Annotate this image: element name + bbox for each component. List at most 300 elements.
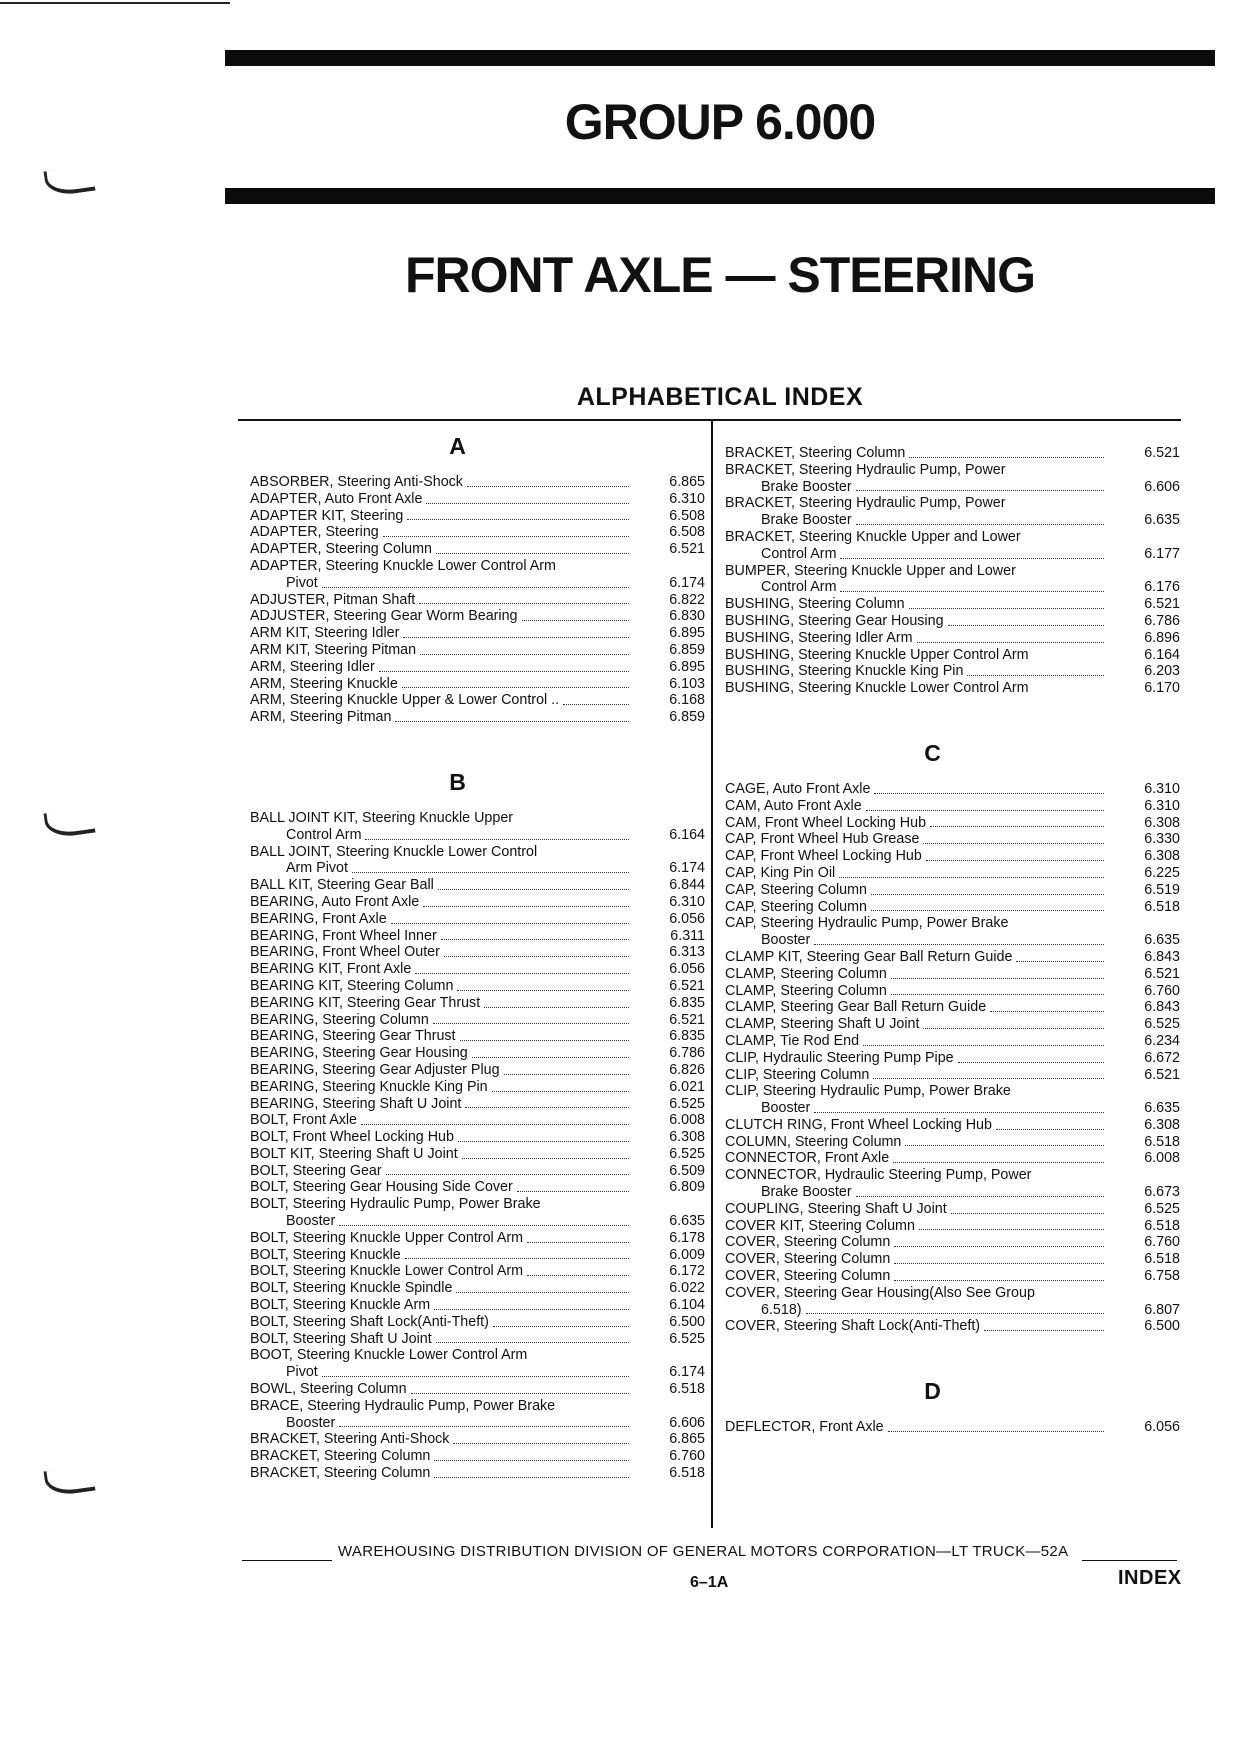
dot-leader [814, 944, 1104, 945]
index-entry [725, 680, 1180, 697]
entry-name: CLAMP, Steering Column [725, 965, 887, 982]
dot-leader [407, 519, 629, 520]
entry-name: CAM, Auto Front Axle [725, 797, 862, 814]
index-entry [250, 1331, 705, 1348]
dot-leader [856, 524, 1104, 525]
entry-page-ref: 6.168 [669, 692, 705, 709]
dot-leader [888, 1431, 1104, 1432]
index-column-left [250, 430, 705, 1482]
group-title: GROUP 6.000 [564, 94, 876, 150]
index-entry [250, 558, 705, 592]
index-entry [725, 462, 1180, 496]
entry-page-ref: 6.308 [1144, 848, 1180, 865]
dot-leader [948, 625, 1104, 626]
index-title: ALPHABETICAL INDEX [576, 383, 864, 411]
dot-leader [894, 1263, 1104, 1264]
index-entry [725, 865, 1180, 882]
index-entry [725, 1419, 1180, 1436]
entry-name: CLAMP, Tie Rod End [725, 1032, 860, 1049]
index-entry [250, 961, 705, 978]
entry-page-ref: 6.673 [1144, 1184, 1180, 1201]
index-entry [250, 810, 705, 844]
entry-page-ref: 6.521 [1144, 596, 1180, 613]
index-entry [250, 1398, 705, 1432]
dot-leader [930, 826, 1104, 827]
header-bar-bottom [225, 188, 1215, 204]
entry-name-continued: Booster [761, 1100, 811, 1117]
dot-leader [411, 1393, 629, 1394]
dot-leader [905, 1145, 1104, 1146]
entry-name: BUSHING, Steering Idler Arm [725, 629, 913, 646]
entry-name: CLAMP, Steering Column [725, 982, 887, 999]
index-entry [725, 1117, 1180, 1134]
index-entry [725, 899, 1180, 916]
dot-leader [441, 939, 629, 940]
entry-page-ref: 6.203 [1144, 663, 1180, 680]
dot-leader [923, 1028, 1104, 1029]
dot-leader [967, 675, 1104, 676]
entry-page-ref: 6.895 [669, 625, 705, 642]
dot-leader [951, 1213, 1104, 1214]
dot-leader [365, 839, 629, 840]
entry-name: BUSHING, Steering Knuckle Upper Control Arm [725, 646, 1029, 663]
dot-leader [894, 1246, 1104, 1247]
entry-page-ref: 6.518 [1144, 898, 1180, 915]
index-entry [725, 798, 1180, 815]
index-entry [725, 613, 1180, 630]
entry-name: BUMPER, Steering Knuckle Upper and Lower [725, 562, 1016, 579]
index-entry [250, 1431, 705, 1448]
dot-leader [438, 889, 629, 890]
index-entry [725, 882, 1180, 899]
entry-page-ref: 6.807 [1144, 1301, 1180, 1318]
index-entry [250, 877, 705, 894]
entry-page-ref: 6.310 [1144, 780, 1180, 797]
entry-page-ref: 6.310 [669, 893, 705, 910]
entry-page-ref: 6.519 [1144, 881, 1180, 898]
entry-name: CAM, Front Wheel Locking Hub [725, 814, 927, 831]
entry-name-continued: Pivot [286, 574, 318, 591]
entry-page-ref: 6.859 [669, 641, 705, 658]
index-entry [725, 495, 1180, 529]
entry-page-ref: 6.835 [669, 1028, 705, 1045]
entry-name: BUSHING, Steering Knuckle Lower Control Arm [725, 680, 1029, 697]
index-entry [725, 1285, 1180, 1319]
entry-page-ref: 6.635 [1144, 1100, 1180, 1117]
index-entry [725, 1150, 1180, 1167]
entry-name: ADAPTER, Auto Front Axle [250, 490, 423, 507]
index-entry [250, 474, 705, 491]
section-letter: C [924, 739, 941, 766]
entry-name: ARM, Steering Knuckle Upper & Lower Control .. [250, 692, 560, 709]
entry-page-ref: 6.809 [669, 1179, 705, 1196]
entry-page-ref: 6.172 [669, 1263, 705, 1280]
entry-name: CONNECTOR, Front Axle [725, 1150, 890, 1167]
dot-leader [386, 1174, 629, 1175]
section-letter: A [449, 433, 466, 459]
entry-name-continued: Brake Booster [761, 1184, 852, 1201]
dot-leader [339, 1426, 629, 1427]
index-entry [250, 978, 705, 995]
entry-name: ARM KIT, Steering Pitman [250, 641, 417, 658]
entry-name: CLUTCH RING, Front Wheel Locking Hub [725, 1116, 992, 1133]
dot-leader [522, 620, 630, 621]
entry-page-ref: 6.830 [669, 608, 705, 625]
index-entry [725, 1016, 1180, 1033]
entry-page-ref: 6.525 [1144, 1016, 1180, 1033]
entry-page-ref: 6.521 [1144, 965, 1180, 982]
entry-page-ref: 6.760 [669, 1448, 705, 1465]
entry-name: CLIP, Steering Hydraulic Pump, Power Brake [725, 1083, 1011, 1100]
index-entry [725, 966, 1180, 983]
entry-name: BRACKET, Steering Column [250, 1448, 431, 1465]
dot-leader [456, 1292, 629, 1293]
dot-leader [405, 1258, 629, 1259]
entry-name: CLIP, Hydraulic Steering Pump Pipe [725, 1049, 954, 1066]
index-entry [725, 1050, 1180, 1067]
index-entry [250, 1448, 705, 1465]
entry-name: BEARING, Steering Shaft U Joint [250, 1095, 462, 1112]
dot-leader [419, 603, 629, 604]
index-entry [725, 1251, 1180, 1268]
entry-name: BOOT, Steering Knuckle Lower Control Arm [250, 1347, 528, 1364]
entry-page-ref: 6.518 [669, 1465, 705, 1482]
entry-name: CLIP, Steering Column [725, 1066, 870, 1083]
dot-leader [996, 1129, 1104, 1130]
entry-name: BEARING, Front Wheel Outer [250, 944, 440, 961]
binder-hole-mark [43, 165, 95, 198]
dot-leader [472, 1057, 629, 1058]
dot-leader [891, 978, 1104, 979]
index-entry [250, 1079, 705, 1096]
index-entry [725, 1067, 1180, 1084]
entry-name: COVER, Steering Column [725, 1268, 891, 1285]
entry-page-ref: 6.865 [669, 1431, 705, 1448]
entry-page-ref: 6.758 [1144, 1268, 1180, 1285]
index-entry [250, 1263, 705, 1280]
dot-leader [492, 1091, 629, 1092]
entry-name: BOLT, Steering Gear [250, 1162, 382, 1179]
dot-leader [990, 1011, 1104, 1012]
dot-leader [806, 1313, 1104, 1314]
entry-page-ref: 6.844 [669, 877, 705, 894]
index-entry [725, 1083, 1180, 1117]
entry-name: ADAPTER, Steering [250, 524, 379, 541]
entry-name: COVER KIT, Steering Column [725, 1217, 915, 1234]
dot-leader [436, 1342, 629, 1343]
entry-page-ref: 6.760 [1144, 1234, 1180, 1251]
dot-leader [458, 1141, 629, 1142]
entry-page-ref: 6.826 [669, 1061, 705, 1078]
dot-leader [383, 536, 629, 537]
entry-page-ref: 6.164 [1144, 646, 1180, 663]
entry-name: BOLT, Steering Shaft Lock(Anti-Theft) [250, 1313, 489, 1330]
entry-page-ref: 6.672 [1144, 1049, 1180, 1066]
entry-page-ref: 6.170 [1144, 680, 1180, 697]
index-entry [725, 1167, 1180, 1201]
entry-name: BOLT, Steering Hydraulic Pump, Power Brake [250, 1196, 541, 1213]
index-entry [250, 541, 705, 558]
dot-leader [453, 1443, 629, 1444]
index-entry [725, 445, 1180, 462]
entry-page-ref: 6.525 [1144, 1200, 1180, 1217]
entry-name: BOLT KIT, Steering Shaft U Joint [250, 1145, 458, 1162]
index-entry [725, 1218, 1180, 1235]
dot-leader [840, 591, 1104, 592]
dot-leader [873, 1078, 1104, 1079]
entry-page-ref: 6.786 [1144, 612, 1180, 629]
dot-leader [322, 587, 629, 588]
entry-name-continued: Booster [286, 1213, 336, 1230]
entry-name-continued: Brake Booster [761, 512, 852, 529]
entry-name: ABSORBER, Steering Anti-Shock [250, 474, 463, 490]
index-entry [250, 1062, 705, 1079]
section-letter: D [924, 1378, 941, 1405]
entry-name: BRACKET, Steering Knuckle Upper and Lower [725, 528, 1021, 545]
dot-leader [493, 1326, 629, 1327]
index-rule [238, 419, 1181, 421]
entry-name: CAGE, Auto Front Axle [725, 780, 871, 797]
entry-page-ref: 6.525 [669, 1095, 705, 1112]
entry-page-ref: 6.008 [669, 1112, 705, 1129]
index-entry [725, 831, 1180, 848]
index-entry [250, 1247, 705, 1264]
entry-name-continued: Pivot [286, 1364, 318, 1381]
entry-page-ref: 6.843 [1144, 999, 1180, 1016]
entry-name: BOLT, Steering Knuckle Lower Control Arm [250, 1263, 524, 1280]
entry-name-continued: 6.518) [761, 1301, 802, 1318]
index-entry [725, 781, 1180, 798]
dot-leader [434, 1477, 629, 1478]
dot-leader [467, 486, 629, 487]
entry-page-ref: 6.056 [669, 961, 705, 978]
index-entry [250, 1230, 705, 1247]
index-entry [250, 592, 705, 609]
dot-leader [434, 1309, 629, 1310]
entry-page-ref: 6.103 [669, 675, 705, 692]
entry-page-ref: 6.174 [669, 860, 705, 877]
entry-name: BUSHING, Steering Gear Housing [725, 612, 944, 629]
dot-leader [527, 1275, 629, 1276]
entry-name: CONNECTOR, Hydraulic Steering Pump, Power [725, 1167, 1032, 1184]
index-entry [250, 1146, 705, 1163]
entry-page-ref: 6.895 [669, 658, 705, 675]
dot-leader [462, 1158, 629, 1159]
entry-page-ref: 6.635 [669, 1213, 705, 1230]
entry-name: BALL KIT, Steering Gear Ball [250, 877, 434, 894]
index-entry [725, 1234, 1180, 1251]
entry-page-ref: 6.308 [1144, 1116, 1180, 1133]
index-entry [250, 1465, 705, 1482]
index-entry [250, 608, 705, 625]
entry-name: ADJUSTER, Steering Gear Worm Bearing [250, 608, 518, 625]
index-tag: INDEX [1118, 1567, 1182, 1589]
binder-hole-mark [43, 1465, 95, 1498]
entry-name: ARM KIT, Steering Idler [250, 625, 400, 642]
index-entry [250, 1045, 705, 1062]
dot-leader [917, 642, 1104, 643]
entry-page-ref: 6.865 [669, 474, 705, 490]
index-entry [725, 1033, 1180, 1050]
index-entry [250, 642, 705, 659]
entry-name: COLUMN, Steering Column [725, 1133, 902, 1150]
entry-page-ref: 6.843 [1144, 948, 1180, 965]
entry-page-ref: 6.178 [669, 1229, 705, 1246]
dot-leader [863, 1045, 1104, 1046]
dot-leader [839, 877, 1104, 878]
entry-name: BOLT, Steering Knuckle [250, 1246, 401, 1263]
index-entry [250, 911, 705, 928]
index-entry [250, 1096, 705, 1113]
index-entry [250, 692, 705, 709]
index-entry [250, 844, 705, 878]
entry-name-continued: Booster [761, 932, 811, 949]
dot-leader [866, 810, 1104, 811]
index-entry [250, 1196, 705, 1230]
entry-name: BRACKET, Steering Hydraulic Pump, Power [725, 461, 1006, 478]
entry-page-ref: 6.176 [1144, 579, 1180, 596]
entry-page-ref: 6.313 [669, 944, 705, 961]
entry-name: ARM, Steering Knuckle [250, 675, 398, 692]
footer-publisher: WAREHOUSING DISTRIBUTION DIVISION OF GENERAL MOTORS CORPORATION—LT TRUCK—52A [338, 1543, 1069, 1560]
entry-name: BEARING, Steering Gear Housing [250, 1045, 468, 1062]
entry-name: BOLT, Steering Knuckle Spindle [250, 1280, 453, 1297]
dot-leader [402, 687, 629, 688]
index-entry [250, 1381, 705, 1398]
entry-page-ref: 6.606 [1144, 478, 1180, 495]
entry-page-ref: 6.518 [669, 1381, 705, 1398]
entry-name: BEARING, Front Axle [250, 910, 387, 927]
entry-name: BRACKET, Steering Column [250, 1465, 431, 1482]
footer-rule-left [242, 1560, 332, 1561]
index-entry [250, 1012, 705, 1029]
index-entry [250, 676, 705, 693]
dot-leader [1016, 961, 1104, 962]
entry-page-ref: 6.521 [669, 977, 705, 994]
dot-leader [856, 1196, 1104, 1197]
entry-name: CAP, Steering Hydraulic Pump, Power Brake [725, 915, 1009, 932]
index-entry [725, 647, 1180, 664]
index-entry [725, 663, 1180, 680]
index-entry [725, 915, 1180, 949]
dot-leader [926, 860, 1104, 861]
index-entry [725, 999, 1180, 1016]
entry-page-ref: 6.508 [669, 524, 705, 541]
dot-leader [856, 490, 1104, 491]
entry-page-ref: 6.500 [1144, 1318, 1180, 1335]
section-letter: B [449, 768, 466, 795]
entry-name: COVER, Steering Column [725, 1251, 891, 1268]
entry-name: BEARING, Front Wheel Inner [250, 927, 437, 944]
entry-page-ref: 6.174 [669, 1364, 705, 1381]
entry-name-continued: Brake Booster [761, 478, 852, 495]
index-entry [725, 848, 1180, 865]
entry-name: ADAPTER, Steering Column [250, 541, 432, 558]
dot-leader [909, 608, 1104, 609]
index-entry [725, 1268, 1180, 1285]
entry-name: BOLT, Steering Knuckle Upper Control Arm [250, 1229, 524, 1246]
entry-name: BOLT, Steering Shaft U Joint [250, 1330, 432, 1347]
entry-name: BUSHING, Steering Column [725, 596, 905, 613]
dot-leader [420, 654, 629, 655]
dot-leader [433, 1023, 629, 1024]
entry-page-ref: 6.521 [669, 1011, 705, 1028]
dot-leader [457, 990, 629, 991]
dot-leader [322, 1376, 629, 1377]
entry-page-ref: 6.509 [669, 1162, 705, 1179]
index-entry [250, 894, 705, 911]
entry-name-continued: Control Arm [761, 579, 837, 596]
entry-page-ref: 6.008 [1144, 1150, 1180, 1167]
index-entry [250, 1129, 705, 1146]
index-entry [250, 524, 705, 541]
entry-page-ref: 6.635 [1144, 512, 1180, 529]
entry-page-ref: 6.500 [669, 1313, 705, 1330]
entry-page-ref: 6.056 [1144, 1419, 1180, 1436]
entry-page-ref: 6.174 [669, 574, 705, 591]
index-entry [725, 529, 1180, 563]
entry-name: DEFLECTOR, Front Axle [725, 1419, 884, 1436]
page-title: FRONT AXLE — STEERING [405, 247, 1035, 303]
index-entry [725, 1134, 1180, 1151]
dot-leader [436, 553, 629, 554]
entry-page-ref: 6.308 [669, 1129, 705, 1146]
entry-name: COVER, Steering Column [725, 1234, 891, 1251]
entry-name: BEARING, Steering Gear Adjuster Plug [250, 1061, 500, 1078]
dot-leader [444, 956, 629, 957]
dot-leader [403, 637, 629, 638]
entry-name: COVER, Steering Gear Housing(Also See Group [725, 1284, 1035, 1301]
dot-leader [923, 843, 1104, 844]
entry-page-ref: 6.508 [669, 507, 705, 524]
index-entry [250, 944, 705, 961]
dot-leader [874, 793, 1104, 794]
page-number: 6–1A [690, 1574, 729, 1591]
entry-page-ref: 6.308 [1144, 814, 1180, 831]
entry-name: COVER, Steering Shaft Lock(Anti-Theft) [725, 1318, 981, 1335]
entry-name: BOLT, Steering Knuckle Arm [250, 1297, 431, 1314]
dot-leader [909, 457, 1104, 458]
top-edge-line [0, 2, 230, 4]
dot-leader [893, 1162, 1104, 1163]
header-bar-top [225, 50, 1215, 66]
entry-page-ref: 6.164 [669, 826, 705, 843]
index-entry [250, 1163, 705, 1180]
entry-page-ref: 6.521 [1144, 445, 1180, 461]
dot-leader [894, 1280, 1104, 1281]
entry-name: CLAMP KIT, Steering Gear Ball Return Guide [725, 948, 1013, 965]
entry-name: CAP, Steering Column [725, 898, 867, 915]
index-entry [250, 1314, 705, 1331]
entry-name: BEARING, Steering Knuckle King Pin [250, 1078, 488, 1095]
entry-page-ref: 6.009 [669, 1246, 705, 1263]
dot-leader [919, 1229, 1104, 1230]
dot-leader [339, 1225, 629, 1226]
dot-leader [395, 721, 629, 722]
index-entry [725, 1318, 1180, 1335]
entry-name: CAP, King Pin Oil [725, 864, 836, 881]
index-entry [725, 596, 1180, 613]
entry-page-ref: 6.525 [669, 1330, 705, 1347]
entry-name: BOWL, Steering Column [250, 1381, 407, 1398]
entry-name: ADAPTER KIT, Steering [250, 507, 404, 524]
dot-leader [504, 1074, 629, 1075]
column-divider [711, 420, 713, 1528]
entry-name: BOLT, Steering Gear Housing Side Cover [250, 1179, 513, 1196]
entry-page-ref: 6.896 [1144, 629, 1180, 646]
entry-page-ref: 6.177 [1144, 545, 1180, 562]
index-entry [250, 659, 705, 676]
